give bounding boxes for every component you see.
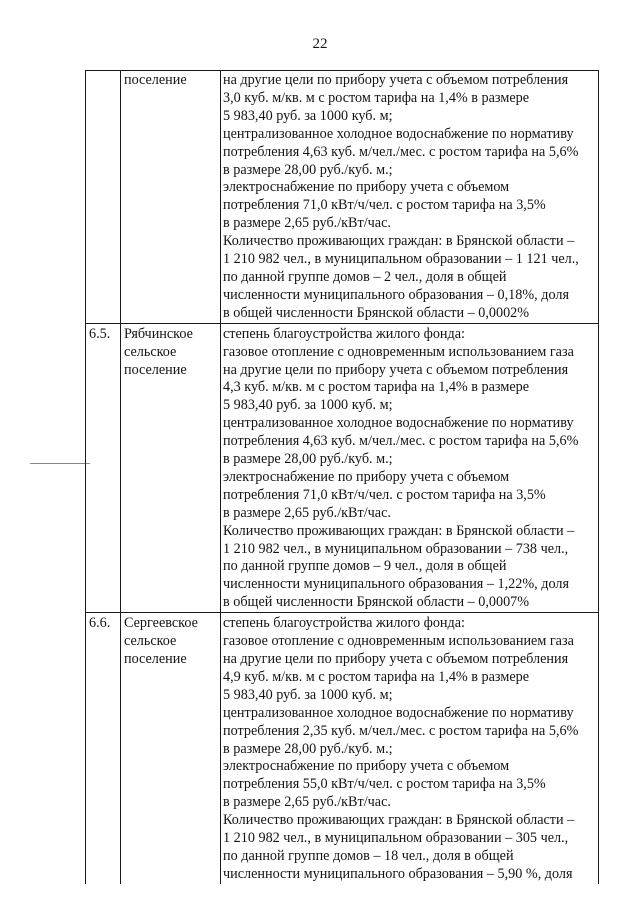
settlement-name-line: поселение [124, 72, 187, 88]
description-line: в размере 2,65 руб./кВт/час. [223, 794, 391, 811]
description-line: в размере 28,00 руб./куб. м.; [223, 740, 393, 757]
description-line: численности муниципального образования – 1,22%, доля [223, 576, 569, 593]
settlement-name-line: Сергеевское [124, 615, 198, 632]
description-line: в размере 28,00 руб./куб. м.; [223, 451, 393, 468]
description-line: 3,0 куб. м/кв. м с ростом тарифа на 1,4% в размере [223, 89, 530, 106]
description-line: электроснабжение по прибору учета с объемом [223, 179, 510, 196]
description-line: 1 210 982 чел., в муниципальном образовании – 305 чел., [223, 830, 569, 847]
row-number-cell [86, 613, 121, 884]
settlement-name-line: сельское [124, 343, 177, 360]
description-line: по данной группе домов – 2 чел., доля в общей [223, 268, 507, 285]
description-line: на другие цели по прибору учета с объемом потребления [223, 72, 569, 88]
settlement-name-cell [121, 613, 221, 884]
settlement-name-line: поселение [124, 361, 187, 378]
description-line: Количество проживающих граждан: в Брянской области – [223, 812, 575, 829]
description-line: по данной группе домов – 18 чел., доля в общей [223, 847, 514, 864]
description-line: потребления 2,35 куб. м/чел./мес. с ростом тарифа на 5,6% [223, 722, 579, 739]
description-line: в размере 2,65 руб./кВт/час. [223, 215, 391, 232]
description-line: 5 983,40 руб. за 1000 куб. м; [223, 686, 393, 703]
description-line: по данной группе домов – 9 чел., доля в общей [223, 558, 507, 575]
description-line: потребления 55,0 кВт/ч/чел. с ростом тарифа на 3,5% [223, 776, 546, 793]
description-line: потребления 71,0 кВт/ч/чел. с ростом тарифа на 3,5% [223, 486, 546, 503]
row-number: 6.6. [89, 615, 111, 632]
description-line: 1 210 982 чел., в муниципальном образовании – 1 121 чел., [223, 251, 579, 268]
description-line: 5 983,40 руб. за 1000 куб. м; [223, 397, 393, 414]
description-line: Количество проживающих граждан: в Брянской области – [223, 522, 575, 539]
settlement-name-line: сельское [124, 633, 177, 650]
description-line: потребления 4,63 куб. м/чел./мес. с ростом тарифа на 5,6% [223, 143, 579, 160]
description-line: в размере 2,65 руб./кВт/час. [223, 504, 391, 521]
description-line: на другие цели по прибору учета с объемом потребления [223, 361, 569, 378]
settlement-name-line: поселение [124, 651, 187, 667]
description-line: Количество проживающих граждан: в Брянской области – [223, 233, 575, 250]
table-body [86, 71, 599, 884]
table-row [86, 71, 599, 324]
description-line: потребления 71,0 кВт/ч/чел. с ростом тарифа на 3,5% [223, 197, 546, 214]
description-line: в общей численности Брянской области – 0,0007% [223, 594, 530, 611]
description-line: степень благоустройства жилого фонда: [223, 325, 465, 342]
description-line: централизованное холодное водоснабжение по нормативу [223, 415, 574, 432]
description-line: электроснабжение по прибору учета с объемом [223, 468, 510, 485]
settlement-name-line: Рябчинское [124, 325, 193, 342]
row-number-cell [86, 71, 121, 324]
row-number-cell [86, 323, 121, 613]
description-line: численности муниципального образования – 0,18%, доля [223, 286, 569, 303]
description-cell [221, 323, 599, 613]
description-line: 5 983,40 руб. за 1000 куб. м; [223, 107, 393, 124]
description-line: численности муниципального образования – 5,90 %, доля [223, 865, 573, 882]
description-line: газовое отопление с одновременным использованием газа [223, 633, 574, 650]
page-bottom-margin [85, 885, 598, 905]
description-line: газовое отопление с одновременным использованием газа [223, 343, 574, 360]
settlement-name-cell [121, 71, 221, 324]
row-number: 6.5. [89, 325, 111, 342]
description-line: 4,3 куб. м/кв. м с ростом тарифа на 1,4% в размере [223, 379, 530, 396]
description-cell [221, 71, 599, 324]
description-line: 4,9 куб. м/кв. м с ростом тарифа на 1,4% в размере [223, 668, 530, 685]
description-line: электроснабжение по прибору учета с объемом [223, 758, 510, 775]
table-row [86, 323, 599, 613]
description-line: степень благоустройства жилого фонда: [223, 615, 465, 632]
description-line: централизованное холодное водоснабжение по нормативу [223, 125, 574, 142]
description-line: в размере 28,00 руб./куб. м.; [223, 161, 393, 178]
description-line: централизованное холодное водоснабжение по нормативу [223, 704, 574, 721]
description-line: 1 210 982 чел., в муниципальном образовании – 738 чел., [223, 540, 569, 557]
description-cell [221, 613, 599, 884]
description-line: потребления 4,63 куб. м/чел./мес. с ростом тарифа на 5,6% [223, 433, 579, 450]
page-number: 22 [312, 36, 328, 52]
tariff-table [85, 70, 599, 884]
description-line: на другие цели по прибору учета с объемом потребления [223, 651, 569, 667]
table-row [86, 613, 599, 884]
description-line: в общей численности Брянской области – 0,0002% [223, 304, 530, 321]
scan-artifact-line [30, 463, 90, 464]
settlement-name-cell [121, 323, 221, 613]
